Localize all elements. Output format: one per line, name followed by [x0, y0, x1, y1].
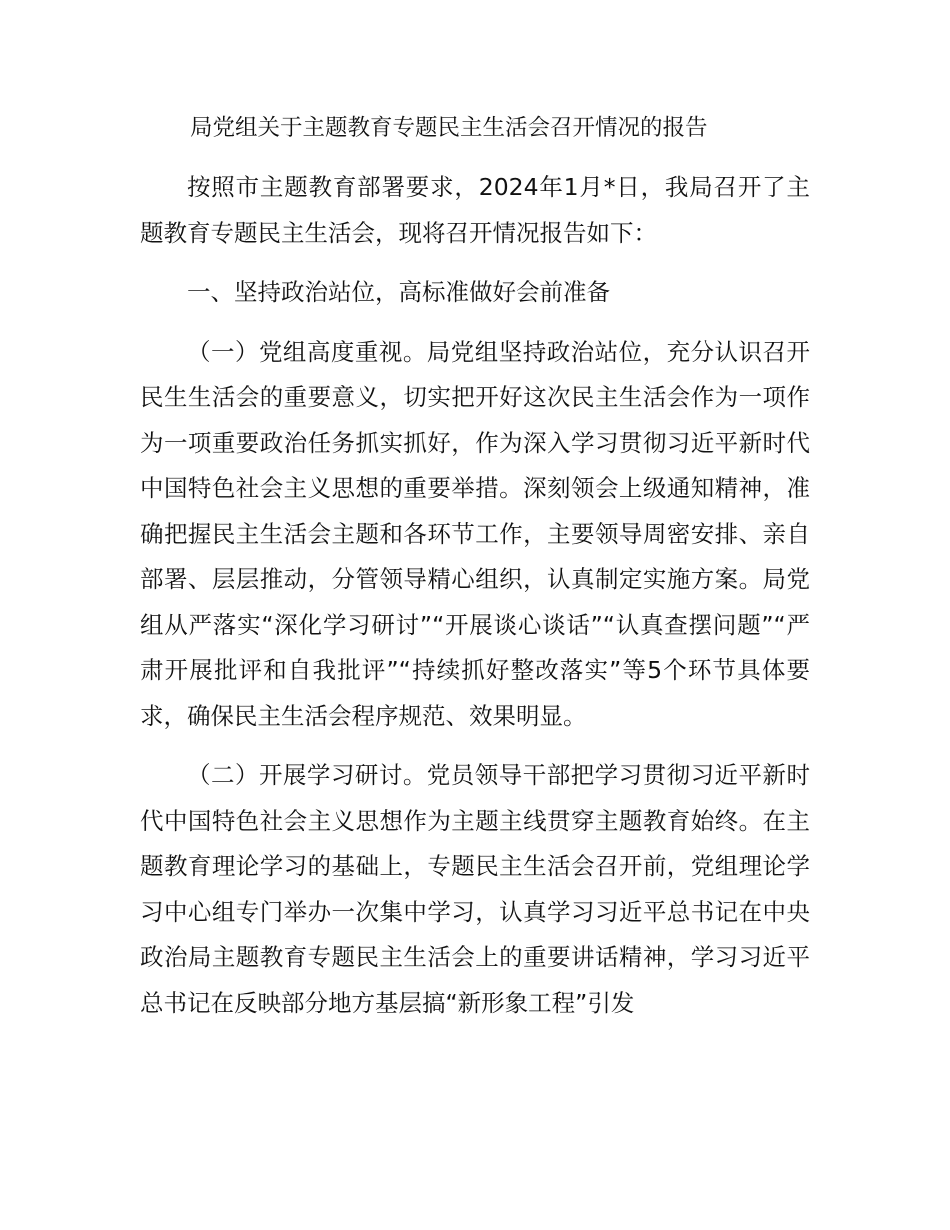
section-heading-1: 一、坚持政治站位，高标准做好会前准备 — [187, 278, 610, 306]
intro-paragraph: 按照市主题教育部署要求，2024年1月*日，我局召开了主题教育专题民主生活会，现将召开情况报告如下： — [140, 173, 810, 247]
subsection-paragraph-2: （二）开展学习研讨。党员领导干部把学习贯彻习近平新时代中国特色社会主义思想作为主题主线贯穿主题教育始终。在主题教育理论学习的基础上，专题民主生活会召开前，党组理论学习中心组专门举办一次集中学习，认真学习习近平总书记在中央政治局主题教育专题民主生活会上的重要讲话精神，学习习近平总书记在反映部分地方基层搞“新形象工程”引发 — [140, 761, 810, 1017]
subsection-paragraph-1: （一）党组高度重视。局党组坚持政治站位，充分认识召开民生生活会的重要意义，切实把开好这次民主生活会作为一项作为一项重要政治任务抓实抓好，作为深入学习贯彻习近平新时代中国特色社会主义思想的重要举措。深刻领会上级通知精神，准确把握民主生活会主题和各环节工作，主要领导周密安排、亲自部署、层层推动，分管领导精心组织，认真制定实施方案。局党组从严落实“深化学习研讨”“开展谈心谈话”“认真查摆问题”“严肃开展批评和自我批评”“持续抓好整改落实”等5个环节具体要求，确保民主生活会程序规范、效果明显。 — [140, 337, 810, 730]
document-title: 局党组关于主题教育专题民主生活会召开情况的报告 — [190, 115, 708, 141]
